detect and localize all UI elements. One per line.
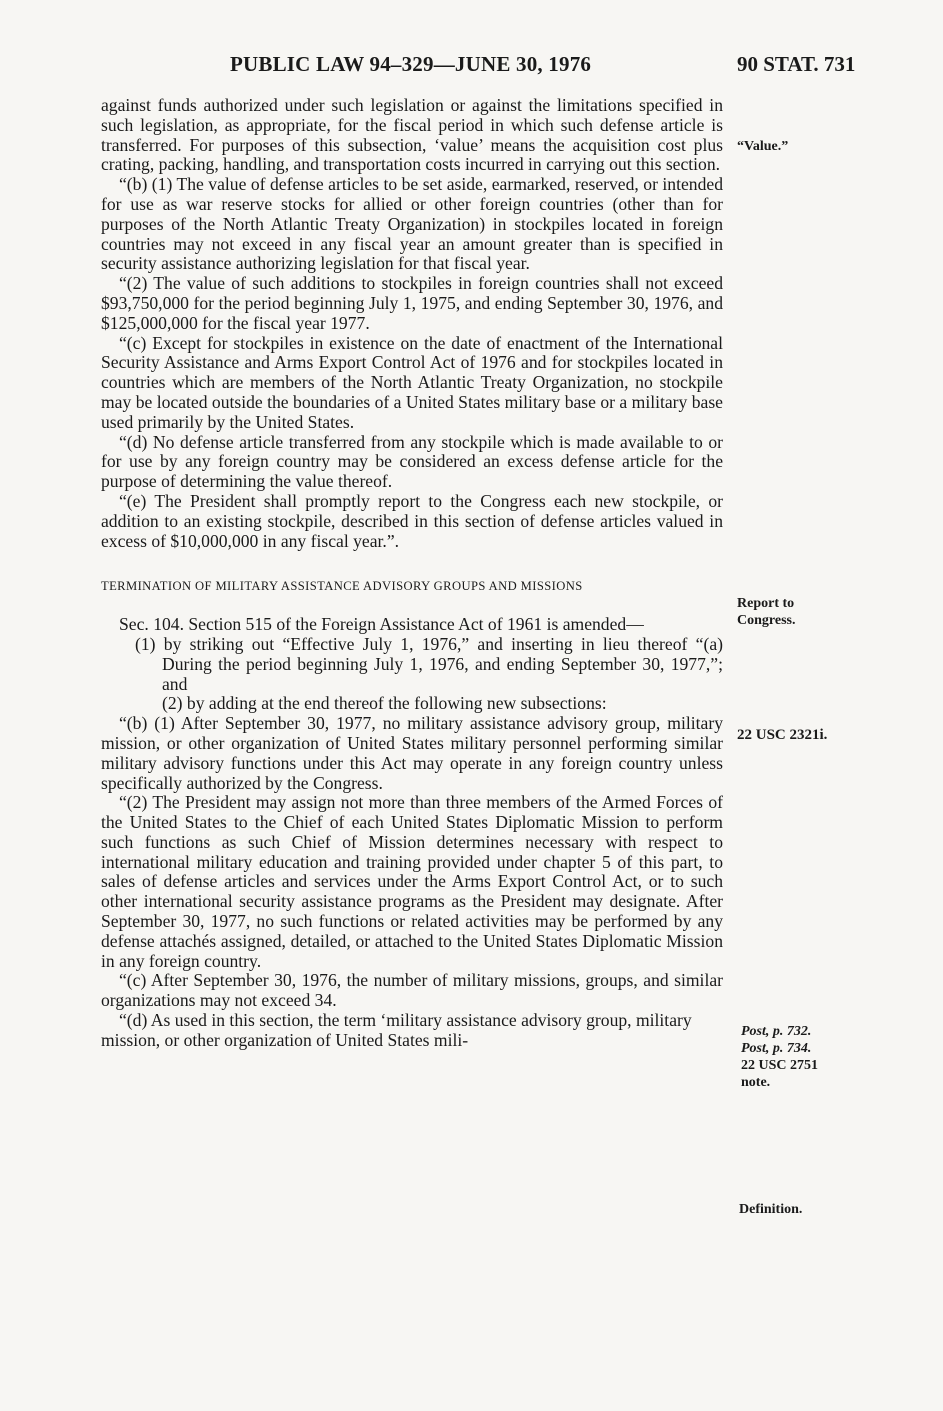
paragraph: “(2) The value of such additions to stockpiles in foreign countries shall not exceed $93,750,000 for the period beginning July 1, 1975, and ending September 30, 1976, and $125,000,000 for the fiscal year 1977. [101, 273, 723, 333]
margin-note-line: Post, p. 734. [741, 1041, 812, 1056]
margin-note-usc-2321i: 22 USC 2321i. [737, 727, 828, 743]
margin-note-report [737, 595, 795, 629]
margin-note-value: “Value.” [737, 139, 789, 154]
paragraph: “(b) (1) After September 30, 1977, no military assistance advisory group, military mission, or other organization of United States military personnel performing similar military advisory functions under this Act may operate in any foreign country unless specifically authorized by the Congress. [101, 713, 723, 793]
margin-note-line: note. [741, 1075, 771, 1090]
law-text [101, 96, 723, 1051]
paragraph: “(b) (1) The value of defense articles to be set aside, earmarked, reserved, or intended for use as war reserve stocks for allied or other foreign countries (other than for purposes of the North Atlantic Treaty Organization) in stockpiles located in foreign countries may not exceed in any fiscal year an amount greater than is specified in security assistance authorizing legislation for that fiscal year. [101, 174, 723, 274]
margin-note-line: Congress. [737, 613, 796, 628]
margin-note-cross-references [741, 1023, 818, 1091]
paragraph: “(e) The President shall promptly report to the Congress each new stockpile, or addition to an existing stockpile, described in this section of defense articles valued in excess of $10,000,000 in any fiscal year.”. [101, 490, 723, 551]
section-heading: TERMINATION OF MILITARY ASSISTANCE ADVISORY GROUPS AND MISSIONS [101, 579, 583, 594]
list-item: (1) by striking out “Effective July 1, 1976,” and inserting in lieu thereof “(a) During the period beginning July 1, 1976, and ending September 30, 1977,”; and [135, 633, 723, 694]
paragraph: “(d) As used in this section, the term ‘military assistance advisory group, military mission, or other organization of United States mili- [101, 1010, 692, 1050]
list-item: (2) by adding at the end thereof the following new subsections: [162, 693, 607, 714]
running-title: PUBLIC LAW 94–329—JUNE 30, 1976 [230, 52, 592, 76]
margin-note-line: Report to [737, 596, 795, 611]
margin-note-line: 22 USC 2751 [741, 1058, 819, 1073]
paragraph: against funds authorized under such legislation or against the limitations specified in such legislation, as appropriate, for the fiscal period in which such defense article is transferred. For purposes of this subsection, ‘value’ means the acquisition cost plus crating, packing, handling, and transportation costs incurred in carrying out this section. [101, 95, 723, 175]
paragraph: “(2) The President may assign not more than three members of the Armed Forces of the United States to the Chief of each United States Diplomatic Mission to perform such functions as such Chief of Mission determines necessary with respect to international military education and training provided under chapter 5 of this part, to sales of defense articles and services under the Arms Export Control Act, or to such other international security assistance programs as the President may designate. After September 30, 1977, no such functions or related activities may be performed by any defense attachés assigned, detailed, or attached to the United States Diplomatic Mission in any foreign country. [101, 792, 723, 971]
page-header [0, 52, 943, 82]
paragraph: “(d) No defense article transferred from any stockpile which is made available to or for use by any foreign country may be considered an excess defense article for the purpose of determining the value thereof. [101, 431, 723, 492]
section-intro: Sec. 104. Section 515 of the Foreign Assistance Act of 1961 is amended— [119, 614, 644, 635]
paragraph: “(c) After September 30, 1976, the number of military missions, groups, and similar organizations may not exceed 34. [101, 970, 723, 1011]
margin-note-definition: Definition. [739, 1202, 803, 1217]
statute-page-number: 90 STAT. 731 [737, 52, 856, 76]
margin-note-line: Post, p. 732. [741, 1024, 812, 1039]
paragraph: “(c) Except for stockpiles in existence on the date of enactment of the International Security Assistance and Arms Export Control Act of 1976 and for stockpiles located in countries which are members of the North Atlantic Treaty Organization, no stockpile may be located outside the boundaries of a United States military base or a military base used primarily by the United States. [101, 332, 723, 432]
